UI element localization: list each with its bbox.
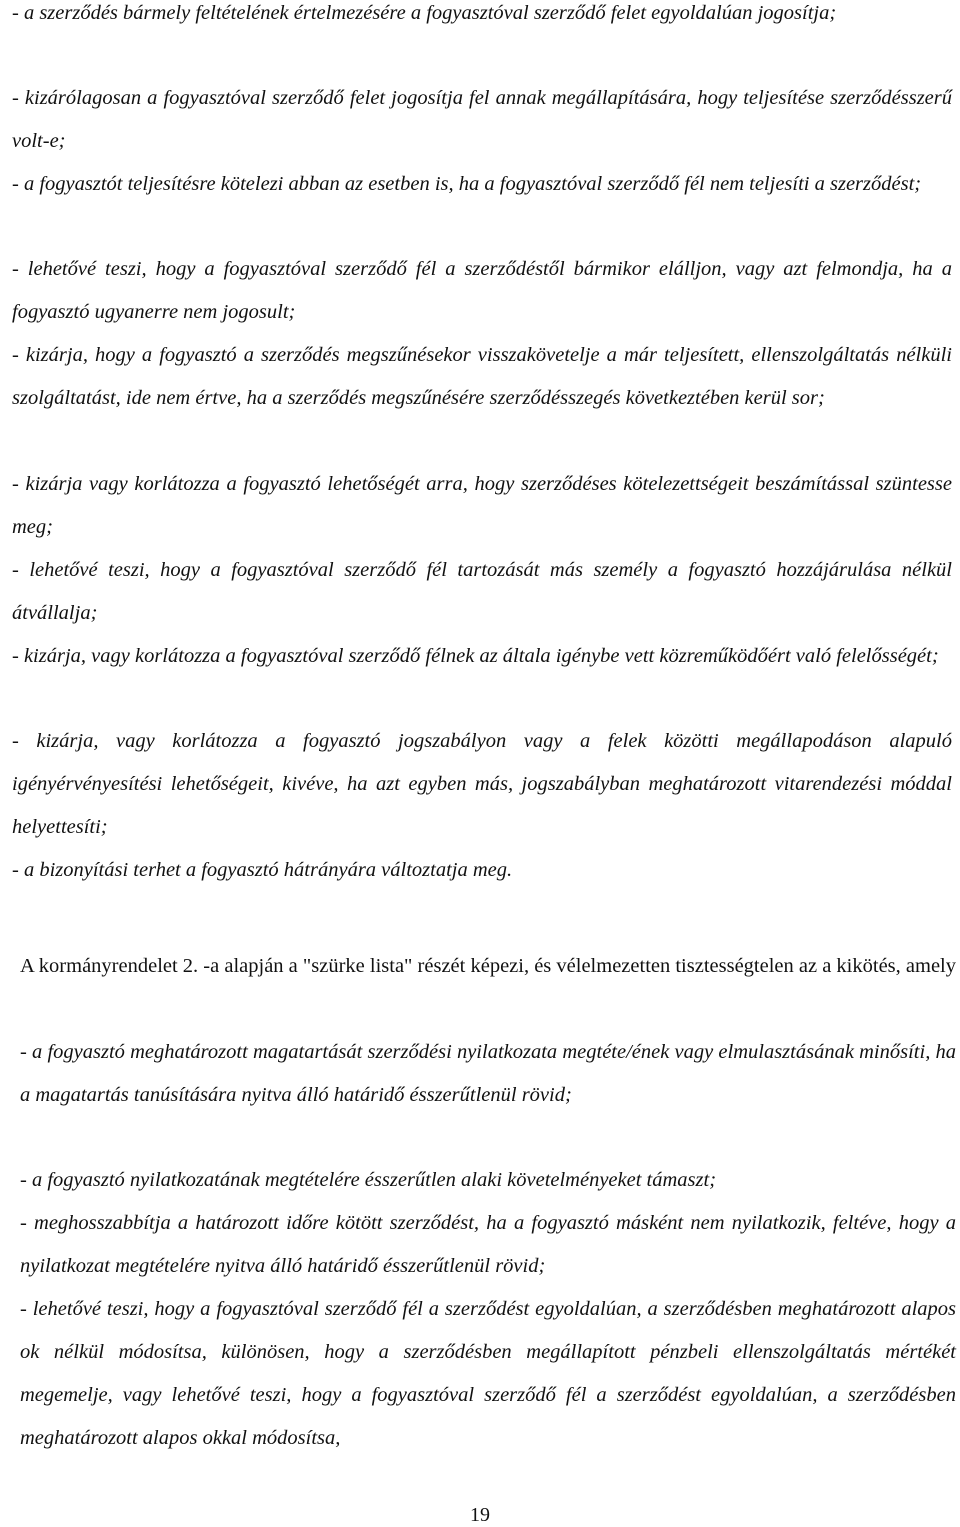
list-item-text: - kizárja, hogy a fogyasztó a szerződés megszűnésekor visszakövetelje a már teljesített, ellenszolgáltatás nélküli szolgáltatást, ide nem értve, ha a szerződés megszűnésére szerződésszegés következtében kerül sor;: [12, 344, 952, 409]
list-item: [20, 1031, 956, 1117]
list-item: [12, 334, 952, 420]
list-item-text: - kizárja vagy korlátozza a fogyasztó lehetőségét arra, hogy szerződéses kötelezettségeit beszámítással szüntesse meg;: [12, 473, 952, 538]
intro-paragraph: [20, 945, 956, 988]
list-item: [20, 1159, 956, 1202]
list-item-text: - a fogyasztót teljesítésre kötelezi abban az esetben is, ha a fogyasztóval szerződő fél nem teljesíti a szerződést;: [12, 173, 922, 195]
list-item: [12, 549, 952, 635]
list-item-text: - a fogyasztó nyilatkozatának megtételére ésszerűtlen alaki követelményeket támaszt;: [20, 1169, 717, 1191]
list-item-text: - lehetővé teszi, hogy a fogyasztóval szerződő fél tartozását más személy a fogyasztó hozzájárulása nélkül átvállalja;: [12, 559, 952, 624]
list-item-text: - a szerződés bármely feltételének értelmezésére a fogyasztóval szerződő felet egyoldalúan jogosítja;: [12, 2, 837, 24]
list-item-text: - meghosszabbítja a határozott időre kötött szerződést, ha a fogyasztó másként nem nyilatkozik, feltéve, hogy a nyilatkozat megtételére nyitva álló határidő ésszerűtlenül rövid;: [20, 1212, 956, 1277]
list-item: [12, 635, 952, 678]
list-item: [12, 463, 952, 549]
list-item: [20, 1288, 956, 1460]
list-item: [12, 77, 952, 163]
intro-text: A kormányrendelet 2. -a alapján a "szürke lista" részét képezi, és vélelmezetten tisztességtelen az a kikötés, amely: [20, 955, 956, 977]
list-item: [12, 248, 952, 334]
page-number: 19: [470, 1504, 490, 1526]
list-item-text: - kizárja, vagy korlátozza a fogyasztóval szerződő félnek az általa igénybe vett közreműködőért való felelősségét;: [12, 645, 939, 667]
list-item: [20, 1202, 956, 1288]
list-item-text: - lehetővé teszi, hogy a fogyasztóval szerződő fél a szerződést egyoldalúan, a szerződésben meghatározott alapos ok nélkül módosítsa, különösen, hogy a szerződésben megállapított pénzbeli ellenszolgáltatás mértékét megemelje, vagy lehetővé teszi, hogy a fogyasztóval szerződő fél a szerződést egyoldalúan, a szerződésben meghatározott alapos okkal módosítsa,: [20, 1298, 956, 1449]
list-item-text: - a bizonyítási terhet a fogyasztó hátrányára változtatja meg.: [12, 859, 513, 881]
list-item-text: - lehetővé teszi, hogy a fogyasztóval szerződő fél a szerződéstől bármikor elálljon, vagy azt felmondja, ha a fogyasztó ugyanerre nem jogosult;: [12, 258, 952, 323]
list-item: [12, 849, 952, 892]
list-item: [12, 0, 952, 35]
list-item-text: - a fogyasztó meghatározott magatartását szerződési nyilatkozata megtéte/ének vagy elmulasztásának minősíti, ha a magatartás tanúsítására nyitva álló határidő ésszerűtlenül rövid;: [20, 1041, 956, 1106]
list-item: [12, 163, 952, 206]
list-item: [12, 720, 952, 849]
list-item-text: - kizárólagosan a fogyasztóval szerződő felet jogosítja fel annak megállapítására, hogy teljesítése szerződésszerű volt-e;: [12, 87, 952, 152]
list-item-text: - kizárja, vagy korlátozza a fogyasztó jogszabályon vagy a felek közötti megállapodáson alapuló igényérvényesítési lehetőségeit, kivéve, ha azt egyben más, jogszabályban meghatározott vitarendezési móddal helyettesíti;: [12, 730, 952, 838]
